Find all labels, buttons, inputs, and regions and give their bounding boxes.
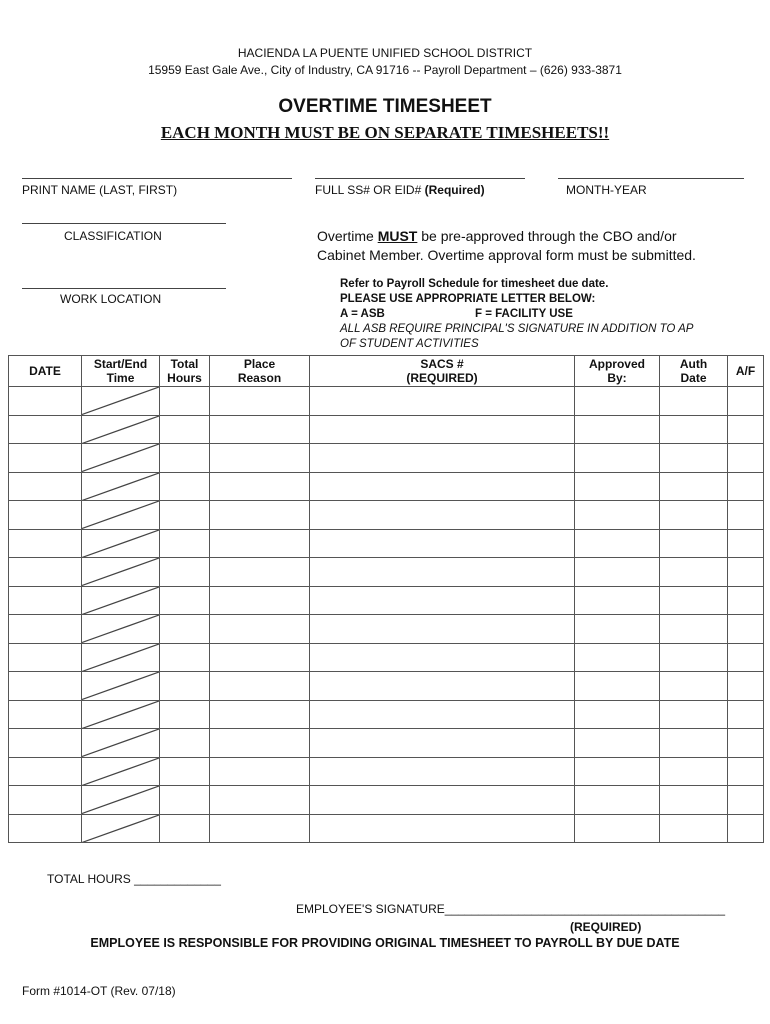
cell-total-hours[interactable]: [160, 757, 210, 786]
cell-approved-by[interactable]: [575, 586, 660, 615]
cell-start-end-time[interactable]: [82, 444, 160, 473]
cell-place-reason[interactable]: [210, 786, 310, 815]
column-header-line: (REQUIRED): [406, 371, 478, 385]
cell-total-hours[interactable]: [160, 472, 210, 501]
table-row: [9, 786, 764, 815]
cell-total-hours[interactable]: [160, 786, 210, 815]
notice-line1-post: be pre-approved through the CBO and/or: [417, 228, 677, 244]
cell-date[interactable]: [9, 643, 82, 672]
cell-total-hours[interactable]: [160, 558, 210, 587]
cell-place-reason[interactable]: [210, 472, 310, 501]
responsibility-notice: EMPLOYEE IS RESPONSIBLE FOR PROVIDING ORIGINAL TIMESHEET TO PAYROLL BY DUE DATE: [90, 936, 680, 950]
print-name-label: PRINT NAME (LAST, FIRST): [22, 183, 178, 197]
cell-sacs[interactable]: [310, 472, 575, 501]
total-hours-field[interactable]: TOTAL HOURS _____________: [47, 872, 221, 886]
start-end-divider: [82, 501, 159, 529]
cell-auth-date[interactable]: [660, 729, 728, 758]
column-header-line: Approved: [588, 357, 645, 371]
cell-place-reason[interactable]: [210, 387, 310, 416]
ss-required-text: (Required): [424, 183, 485, 197]
cell-start-end-time[interactable]: [82, 558, 160, 587]
start-end-divider: [82, 701, 159, 729]
district-name: HACIENDA LA PUENTE UNIFIED SCHOOL DISTRICT: [237, 46, 533, 60]
letter-codes: [340, 307, 765, 322]
cell-place-reason[interactable]: [210, 615, 310, 644]
table-row: [9, 586, 764, 615]
cell-sacs[interactable]: [310, 501, 575, 530]
cell-place-reason[interactable]: [210, 586, 310, 615]
column-header-line: Date: [680, 371, 707, 385]
cell-auth-date[interactable]: [660, 757, 728, 786]
cell-place-reason[interactable]: [210, 757, 310, 786]
cell-auth-date[interactable]: [660, 643, 728, 672]
column-header-a-f: [728, 356, 764, 387]
notice-line1-pre: Overtime: [317, 228, 378, 244]
cell-a-f[interactable]: [728, 700, 764, 729]
cell-date[interactable]: [9, 444, 82, 473]
column-header-line: Time: [106, 371, 135, 385]
cell-sacs[interactable]: [310, 586, 575, 615]
cell-start-end-time[interactable]: [82, 501, 160, 530]
cell-sacs[interactable]: [310, 643, 575, 672]
cell-start-end-time[interactable]: [82, 529, 160, 558]
cell-auth-date[interactable]: [660, 615, 728, 644]
work-location-line[interactable]: [22, 288, 226, 289]
notice-line-2: Cabinet Member. Overtime approval form must be submitted.: [317, 247, 696, 263]
cell-place-reason[interactable]: [210, 643, 310, 672]
cell-approved-by[interactable]: [575, 786, 660, 815]
cell-total-hours[interactable]: [160, 643, 210, 672]
cell-approved-by[interactable]: [575, 643, 660, 672]
table-row: [9, 615, 764, 644]
start-end-divider: [82, 815, 159, 843]
table-row: [9, 472, 764, 501]
cell-start-end-time[interactable]: [82, 586, 160, 615]
classification-label: CLASSIFICATION: [64, 229, 162, 243]
page-subtitle: EACH MONTH MUST BE ON SEPARATE TIMESHEETS!!: [160, 123, 610, 142]
cell-total-hours[interactable]: [160, 501, 210, 530]
cell-sacs[interactable]: [310, 387, 575, 416]
instructions: [340, 277, 765, 352]
cell-total-hours[interactable]: [160, 387, 210, 416]
column-header-line: Hours: [167, 371, 202, 385]
cell-sacs[interactable]: [310, 558, 575, 587]
ss-label: [315, 183, 485, 197]
cell-total-hours[interactable]: [160, 586, 210, 615]
cell-approved-by[interactable]: [575, 387, 660, 416]
table-row: [9, 501, 764, 530]
cell-start-end-time[interactable]: [82, 415, 160, 444]
cell-a-f[interactable]: [728, 786, 764, 815]
cell-approved-by[interactable]: [575, 615, 660, 644]
start-end-divider: [82, 672, 159, 700]
cell-approved-by[interactable]: [575, 472, 660, 501]
work-location-label: WORK LOCATION: [60, 292, 162, 306]
cell-start-end-time[interactable]: [82, 757, 160, 786]
cell-sacs[interactable]: [310, 444, 575, 473]
cell-a-f[interactable]: [728, 586, 764, 615]
cell-auth-date[interactable]: [660, 786, 728, 815]
cell-sacs[interactable]: [310, 757, 575, 786]
start-end-divider: [82, 473, 159, 501]
district-address: 15959 East Gale Ave., City of Industry, CA 91716 -- Payroll Department – (626) 933-3871: [148, 63, 622, 77]
timesheet-table: [8, 355, 764, 843]
ss-line[interactable]: [315, 178, 525, 179]
classification-line[interactable]: [22, 223, 226, 224]
cell-date[interactable]: [9, 615, 82, 644]
table-row: [9, 672, 764, 701]
asb-code: A = ASB: [340, 308, 385, 320]
cell-place-reason[interactable]: [210, 814, 310, 843]
cell-approved-by[interactable]: [575, 501, 660, 530]
table-row: [9, 415, 764, 444]
cell-date[interactable]: [9, 472, 82, 501]
cell-place-reason[interactable]: [210, 700, 310, 729]
cell-sacs[interactable]: [310, 615, 575, 644]
cell-a-f[interactable]: [728, 472, 764, 501]
form-id: Form #1014-OT (Rev. 07/18): [22, 984, 176, 998]
cell-total-hours[interactable]: [160, 415, 210, 444]
cell-sacs[interactable]: [310, 415, 575, 444]
signature-required: (REQUIRED): [570, 920, 642, 934]
column-header-line: By:: [607, 371, 627, 385]
cell-start-end-time[interactable]: [82, 615, 160, 644]
table-row: [9, 729, 764, 758]
cell-date[interactable]: [9, 586, 82, 615]
cell-approved-by[interactable]: [575, 729, 660, 758]
column-header-total-hours: [160, 356, 210, 387]
column-header-line: SACS #: [420, 357, 464, 371]
cell-approved-by[interactable]: [575, 529, 660, 558]
column-header-place-reason: [210, 356, 310, 387]
cell-date[interactable]: [9, 757, 82, 786]
notice-emphasis: MUST: [377, 228, 418, 244]
cell-a-f[interactable]: [728, 643, 764, 672]
cell-sacs[interactable]: [310, 729, 575, 758]
cell-auth-date[interactable]: [660, 387, 728, 416]
cell-date[interactable]: [9, 814, 82, 843]
start-end-divider: [82, 587, 159, 615]
cell-approved-by[interactable]: [575, 444, 660, 473]
cell-auth-date[interactable]: [660, 558, 728, 587]
cell-sacs[interactable]: [310, 700, 575, 729]
cell-approved-by[interactable]: [575, 814, 660, 843]
start-end-divider: [82, 387, 159, 415]
start-end-divider: [82, 758, 159, 786]
month-year-label: MONTH-YEAR: [566, 183, 647, 197]
start-end-divider: [82, 644, 159, 672]
cell-a-f[interactable]: [728, 501, 764, 530]
notice-line-1: [317, 227, 762, 246]
cell-sacs[interactable]: [310, 786, 575, 815]
column-header-line: Total: [170, 357, 199, 371]
table-row: [9, 387, 764, 416]
table-row: [9, 558, 764, 587]
column-header-line: Start/End: [93, 357, 148, 371]
cell-a-f[interactable]: [728, 729, 764, 758]
table-header-row: [9, 356, 764, 387]
cell-date[interactable]: [9, 529, 82, 558]
cell-total-hours[interactable]: [160, 700, 210, 729]
asb-note-1: ALL ASB REQUIRE PRINCIPAL'S SIGNATURE IN ADDITION TO AP: [340, 323, 694, 335]
cell-auth-date[interactable]: [660, 586, 728, 615]
cell-place-reason[interactable]: [210, 529, 310, 558]
overtime-notice: [317, 227, 762, 265]
cell-sacs[interactable]: [310, 814, 575, 843]
page-title: OVERTIME TIMESHEET: [278, 96, 492, 117]
table-row: [9, 814, 764, 843]
cell-date[interactable]: [9, 558, 82, 587]
cell-start-end-time[interactable]: [82, 700, 160, 729]
table-row: [9, 700, 764, 729]
cell-place-reason[interactable]: [210, 415, 310, 444]
cell-auth-date[interactable]: [660, 501, 728, 530]
cell-place-reason[interactable]: [210, 444, 310, 473]
start-end-divider: [82, 444, 159, 472]
cell-total-hours[interactable]: [160, 672, 210, 701]
start-end-divider: [82, 530, 159, 558]
column-header-start-end-time: [82, 356, 160, 387]
cell-auth-date[interactable]: [660, 415, 728, 444]
cell-a-f[interactable]: [728, 615, 764, 644]
cell-sacs[interactable]: [310, 529, 575, 558]
cell-total-hours[interactable]: [160, 444, 210, 473]
cell-a-f[interactable]: [728, 672, 764, 701]
cell-start-end-time[interactable]: [82, 786, 160, 815]
column-header-date: [9, 356, 82, 387]
column-header-approved-by: [575, 356, 660, 387]
table-row: [9, 444, 764, 473]
cell-place-reason[interactable]: [210, 501, 310, 530]
cell-place-reason[interactable]: [210, 558, 310, 587]
asb-note-2: OF STUDENT ACTIVITIES: [340, 338, 479, 350]
start-end-divider: [82, 786, 159, 814]
cell-a-f[interactable]: [728, 558, 764, 587]
cell-start-end-time[interactable]: [82, 729, 160, 758]
cell-start-end-time[interactable]: [82, 472, 160, 501]
cell-start-end-time[interactable]: [82, 643, 160, 672]
cell-date[interactable]: [9, 415, 82, 444]
start-end-divider: [82, 558, 159, 586]
column-header-line: DATE: [29, 364, 61, 378]
cell-approved-by[interactable]: [575, 757, 660, 786]
cell-date[interactable]: [9, 501, 82, 530]
cell-approved-by[interactable]: [575, 415, 660, 444]
cell-a-f[interactable]: [728, 757, 764, 786]
column-header-sacs: [310, 356, 575, 387]
start-end-divider: [82, 729, 159, 757]
cell-sacs[interactable]: [310, 672, 575, 701]
cell-start-end-time[interactable]: [82, 387, 160, 416]
cell-start-end-time[interactable]: [82, 814, 160, 843]
cell-total-hours[interactable]: [160, 529, 210, 558]
employee-signature-field[interactable]: EMPLOYEE'S SIGNATURE__________________________________________: [296, 902, 726, 916]
cell-a-f[interactable]: [728, 415, 764, 444]
cell-auth-date[interactable]: [660, 672, 728, 701]
cell-a-f[interactable]: [728, 387, 764, 416]
cell-a-f[interactable]: [728, 814, 764, 843]
start-end-divider: [82, 615, 159, 643]
cell-auth-date[interactable]: [660, 444, 728, 473]
column-header-auth-date: [660, 356, 728, 387]
cell-date[interactable]: [9, 700, 82, 729]
table-row: [9, 529, 764, 558]
cell-auth-date[interactable]: [660, 814, 728, 843]
column-header-line: Reason: [237, 371, 282, 385]
cell-auth-date[interactable]: [660, 529, 728, 558]
cell-total-hours[interactable]: [160, 729, 210, 758]
cell-auth-date[interactable]: [660, 700, 728, 729]
refer-text: Refer to Payroll Schedule for timesheet due date.: [340, 278, 609, 290]
facility-code: F = FACILITY USE: [475, 308, 573, 320]
cell-date[interactable]: [9, 672, 82, 701]
cell-approved-by[interactable]: [575, 672, 660, 701]
column-header-line: Place: [243, 357, 276, 371]
cell-approved-by[interactable]: [575, 700, 660, 729]
column-header-line: A/F: [735, 364, 756, 378]
month-year-line[interactable]: [558, 178, 744, 179]
please-text: PLEASE USE APPROPRIATE LETTER BELOW:: [340, 293, 596, 305]
cell-date[interactable]: [9, 786, 82, 815]
table-row: [9, 643, 764, 672]
cell-total-hours[interactable]: [160, 615, 210, 644]
table-row: [9, 757, 764, 786]
cell-date[interactable]: [9, 387, 82, 416]
print-name-line[interactable]: [22, 178, 292, 179]
cell-auth-date[interactable]: [660, 472, 728, 501]
table-body: [9, 387, 764, 843]
cell-a-f[interactable]: [728, 529, 764, 558]
cell-a-f[interactable]: [728, 444, 764, 473]
start-end-divider: [82, 416, 159, 444]
column-header-line: Auth: [679, 357, 708, 371]
cell-approved-by[interactable]: [575, 558, 660, 587]
cell-total-hours[interactable]: [160, 814, 210, 843]
ss-label-text: FULL SS# OR EID#: [315, 183, 422, 197]
cell-date[interactable]: [9, 729, 82, 758]
cell-start-end-time[interactable]: [82, 672, 160, 701]
cell-place-reason[interactable]: [210, 729, 310, 758]
cell-place-reason[interactable]: [210, 672, 310, 701]
